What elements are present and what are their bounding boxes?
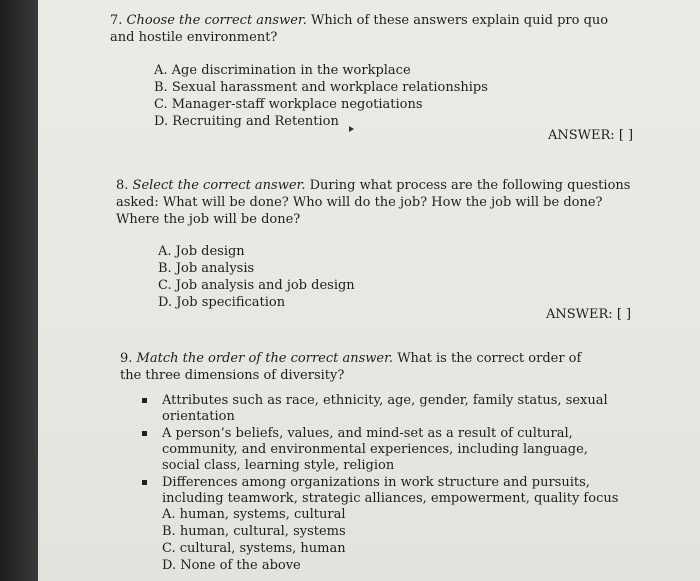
question-7-number: 7. xyxy=(110,13,123,28)
list-item: Differences among organizations in work structure and pursuits, including teamwork, strategic alliances, empowerment, quality focus xyxy=(140,475,620,507)
question-7-options xyxy=(154,62,488,130)
question-8-number: 8. xyxy=(116,178,129,193)
question-9-option-d[interactable]: D. None of the above xyxy=(162,558,301,573)
cursor-arrow-icon xyxy=(349,126,354,132)
question-7-option-a[interactable]: A. Age discrimination in the workplace xyxy=(154,63,411,78)
question-7-option-d[interactable]: D. Recruiting and Retention xyxy=(154,114,339,129)
question-9-option-c[interactable]: C. cultural, systems, human xyxy=(162,541,346,556)
question-7-option-c[interactable]: C. Manager-staff workplace negotiations xyxy=(154,97,423,112)
question-8-options xyxy=(158,243,355,311)
question-9-option-a[interactable]: A. human, systems, cultural xyxy=(162,507,346,522)
question-7-answer[interactable]: ANSWER: [ ] xyxy=(548,128,634,143)
question-7 xyxy=(110,12,630,46)
question-8-answer[interactable]: ANSWER: [ ] xyxy=(546,307,632,322)
question-9-bullet-list xyxy=(140,393,620,508)
question-8-option-a[interactable]: A. Job design xyxy=(158,244,245,259)
question-8-lead: Select the correct answer. xyxy=(132,178,306,193)
question-9 xyxy=(120,350,590,384)
question-9-lead: Match the order of the correct answer. xyxy=(136,351,394,366)
question-9-option-b[interactable]: B. human, cultural, systems xyxy=(162,524,346,539)
page-edge-shadow xyxy=(0,0,38,581)
question-9-text: What is the correct order of the three dimensions of diversity? xyxy=(120,351,582,383)
question-8 xyxy=(116,177,631,228)
question-8-option-b[interactable]: B. Job analysis xyxy=(158,261,255,276)
question-7-option-b[interactable]: B. Sexual harassment and workplace relationships xyxy=(154,80,488,95)
question-9-number: 9. xyxy=(120,351,133,366)
question-7-lead: Choose the correct answer. xyxy=(126,13,307,28)
question-8-option-d[interactable]: D. Job specification xyxy=(158,295,286,310)
question-8-text: During what process are the following questions asked: What will be done? Who will do the job? How the job will be done? Where the job will be done? xyxy=(116,178,631,227)
question-7-text: Which of these answers explain quid pro quo and hostile environment? xyxy=(110,13,609,45)
list-item: A person’s beliefs, values, and mind-set as a result of cultural, community, and environmental experiences, including language, social class, learning style, religion xyxy=(140,426,620,474)
question-8-option-c[interactable]: C. Job analysis and job design xyxy=(158,278,355,293)
list-item: Attributes such as race, ethnicity, age, gender, family status, sexual orientation xyxy=(140,393,620,425)
question-9-options xyxy=(162,506,346,574)
